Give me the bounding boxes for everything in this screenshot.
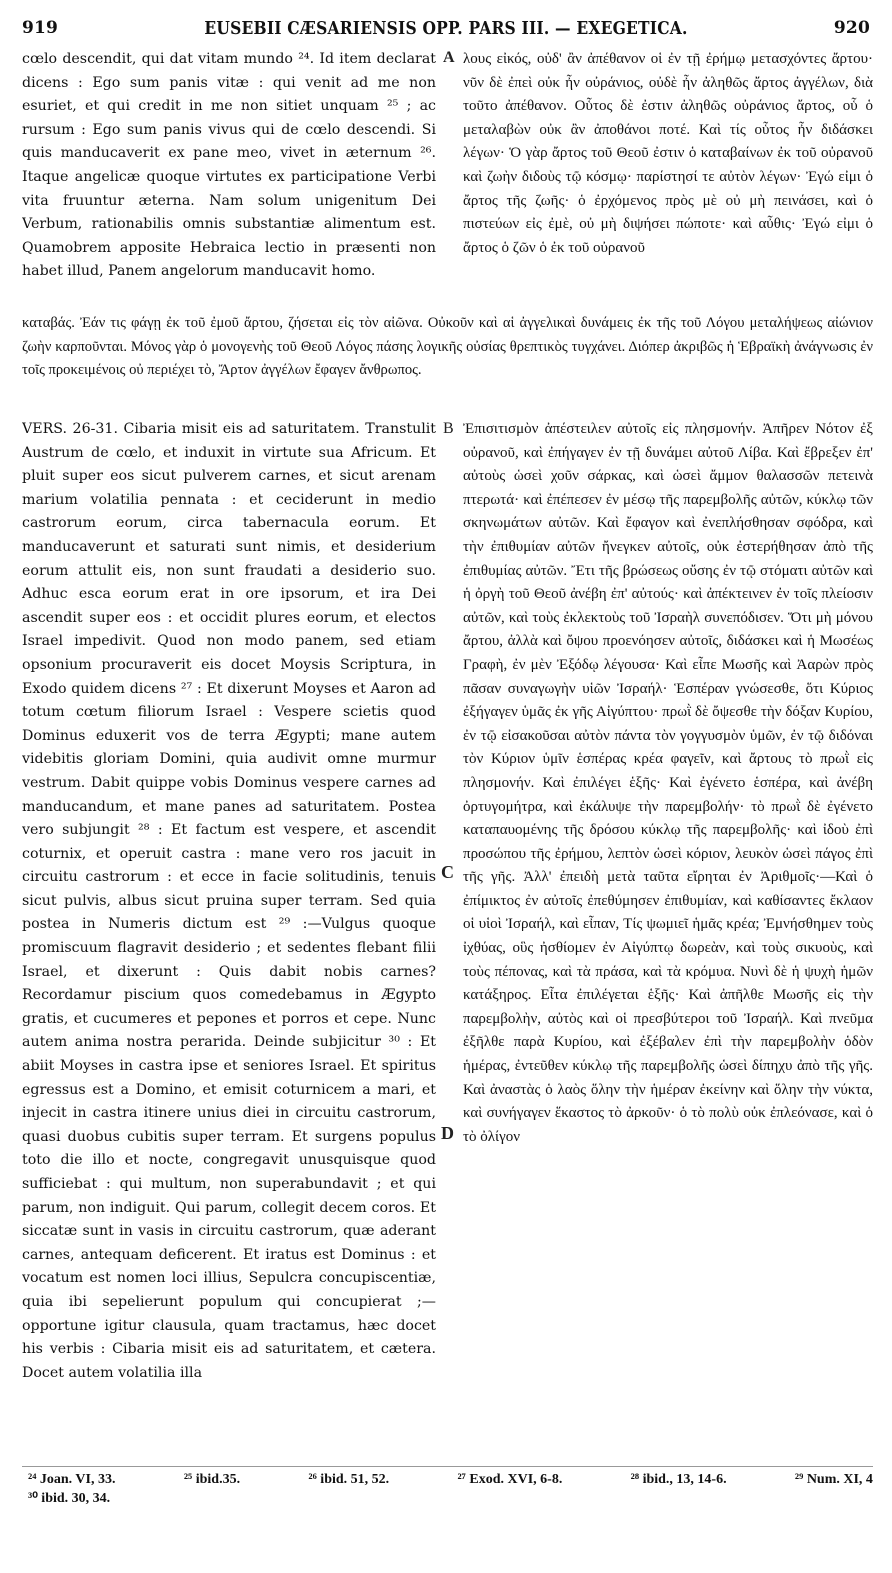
footnote-divider	[22, 1466, 873, 1467]
latin-column-top	[22, 48, 436, 310]
latin-paragraph-top: cœlo descendit, qui dat vitam mundo ²⁴. Id item declarat dicens : Ego sum panis vitæ : qui venit ad me non esuriet, et qui credit in me non sitiet unquam ²⁵ ; ac rursum : Ego sum panis vivus qui de cœlo descendi. Si quis manducaverit ex pane meo, vivet in æternum ²⁶. Itaque angelicæ quoque virtutes ex participatione Verbi vita fruuntur æterna. Nam solum unigenitum Dei Verbum, rationabilis omnis substantiæ alimentum est. Quamobrem apposite Hebraica lectio in præsenti non habet illud, Panem angelorum manducavit homo.	[22, 51, 436, 280]
latin-column-main	[22, 418, 436, 1463]
greek-paragraph-top: λους εἰκός, οὐδ' ἂν ἀπέθανον οἱ ἐν τῇ ἐρήμῳ μετασχόντες ἄρτου· νῦν δὲ ἐπεὶ οὐκ ἦν οὐράνιος, οὐδὲ ἦν ἀληθῶς ἄρτος ἀγγέλων, διὰ τοῦτο ἀπέθανον. Οὗτος δὲ ἐστιν ἀληθῶς οὐράνιος ἄρτος, οὗ ὁ μεταλαβὼν οὐκ ἂν ἀποθάνοι ποτέ. Καὶ τίς οὗτος ἦν διδάσκει λέγων· Ὁ γὰρ ἄρτος τοῦ Θεοῦ ἐστιν ὁ καταβαίνων ἐκ τοῦ οὐρανοῦ καὶ ζωὴν διδοὺς τῷ κόσμῳ· παρίστησί τε αὐτὸν λέγων· Ἐγώ εἰμι ὁ ἄρτος τῆς ζωῆς· ὁ ἐρχόμενος πρὸς μὲ οὐ μὴ πεινάσει, καὶ ὁ πιστεύων εἰς ἐμὲ, οὐ μὴ διψήσει πώποτε· καὶ αὖθις· Ἐγώ εἰμι ὁ ἄρτος ὁ ζῶν ὁ ἐκ τοῦ οὐρανοῦ	[463, 51, 873, 256]
footnote-30: ³⁰ ibid. 30, 34.	[28, 1491, 111, 1506]
footnote-25: ²⁵ ibid.35.	[183, 1472, 241, 1487]
footnote-26: ²⁶ ibid. 51, 52.	[308, 1472, 390, 1487]
footnote-27: ²⁷ Exod. XVI, 6-8.	[457, 1472, 563, 1487]
footnotes	[28, 1470, 873, 1508]
page-header	[22, 18, 870, 44]
page-number-right: 920	[833, 18, 870, 38]
footnote-24: ²⁴ Joan. VI, 33.	[28, 1472, 116, 1487]
section-marker-d: D	[441, 1123, 454, 1143]
greek-column-main	[463, 418, 873, 1463]
greek-paragraph-main: Ἐπισιτισμὸν ἀπέστειλεν αὐτοῖς εἰς πλησμονήν. Ἀπῆρεν Νότον ἐξ οὐρανοῦ, καὶ ἐπήγαγεν ἐν τῇ δυνάμει αὐτοῦ Λίβα. Καὶ ἔβρεξεν ἐπ' αὐτοὺς ὡσεὶ χοῦν σάρκας, καὶ ὡσεὶ ἄμμον θαλασσῶν πετεινὰ πτερωτά· καὶ ἐπέπεσεν ἐν μέσῳ τῆς παρεμβολῆς αὐτῶν, κύκλῳ τῶν σκηνωμάτων αὐτῶν. Καὶ ἔφαγον καὶ ἐνεπλήσθησαν σφόδρα, καὶ τὴν ἐπιθυμίαν αὐτῶν ἤνεγκεν αὐτοῖς, οὐκ ἐστερήθησαν ἀπὸ τῆς ἐπιθυμίας αὐτῶν. Ἔτι τῆς βρώσεως οὔσης ἐν τῷ στόματι αὐτῶν καὶ ἡ ὀργὴ τοῦ Θεοῦ ἀνέβη ἐπ' αὐτούς· καὶ ἀπέκτεινεν ἐν τοῖς πλείοσιν αὐτῶν, καὶ τοὺς ἐκλεκτοὺς τοῦ Ἰσραὴλ συνεπόδισεν. Ὅτι μὴ μόνου ἄρτου, ἀλλὰ καὶ ὄψου προενόησεν αὐτοῖς, διδάσκει καὶ ἡ Μωσέως Γραφὴ, ἐν μὲν Ἐξόδῳ λέγουσα· Καὶ εἶπε Μωσῆς καὶ Ἀαρὼν πρὸς πᾶσαν συναγωγὴν υἱῶν Ἰσραήλ· Ἑσπέραν γνώσεσθε, ὅτι Κύριος ἐξήγαγεν ὑμᾶς ἐκ γῆς Αἰγύπτου· πρωῒ δὲ ὄψεσθε τὴν δόξαν Κυρίου, ἐν τῷ εἰσακοῦσαι αὐτὸν πάντα τὸν γογγυσμὸν ὑμῶν, ἐν τῷ διδόναι τὸν Κύριον ὑμῖν ἑσπέρας κρέα φαγεῖν, καὶ ἄρτους τὸ πρωῒ εἰς πλησμονήν. Καὶ ἐπιλέγει ἑξῆς· Καὶ ἐγένετο ἑσπέρα, καὶ ἀνέβη ὀρτυγομήτρα, καὶ ἐκάλυψε τὴν παρεμβολήν· τὸ πρωῒ δὲ ἐγένετο καταπαυομένης τῆς δρόσου κύκλῳ τῆς παρεμβολῆς· καὶ ἰδοὺ ἐπὶ προσώπου τῆς ἐρήμου, λεπτὸν ὡσεὶ κόριον, λευκὸν ὡσεὶ πάγος ἐπὶ τῆς γῆς. Ἀλλ' ἐπειδὴ μετὰ ταῦτα εἴρηται ἐν Ἀριθμοῖς·—Καὶ ὁ ἐπίμικτος ἐν αὐτοῖς ἐπεθύμησεν ἐπιθυμίαν, καὶ καθίσαντες ἔκλαον οἱ υἱοὶ Ἰσραήλ, καὶ εἶπαν, Τίς ψωμιεῖ ἡμᾶς κρέα; Ἐμνήσθημεν τοὺς ἰχθύας, οὓς ἠσθίομεν ἐν Αἰγύπτῳ δωρεὰν, καὶ τοὺς σικυοὺς, καὶ τοὺς πέπονας, καὶ τὰ πράσα, καὶ τὰ κρόμυα. Νυνὶ δὲ ἡ ψυχὴ ἡμῶν κατάξηρος. Εἶτα ἐπιλέγεται ἑξῆς· Καὶ ἀπῆλθε Μωσῆς εἰς τὴν παρεμβολὴν, αὐτὸς καὶ οἱ πρεσβύτεροι τοῦ Ἰσραήλ. Καὶ πνεῦμα ἐξῆλθε παρὰ Κυρίου, καὶ ἐξέβαλεν ἐπὶ τὴν παρεμβολὴν ὁδὸν ἡμέρας, ἐντεῦθεν κύκλῳ τῆς παρεμβολῆς ὡσεὶ δίπηχυ ἀπὸ τῆς γῆς. Καὶ ἀναστὰς ὁ λαὸς ὅλην τὴν ἡμέραν ἐκείνην καὶ ὅλην τὴν νύκτα, καὶ συνήγαγεν ἕκαστος τὸ ἀρκοῦν· ὁ τὸ πολὺ οὐκ ἐπλεόνασε, καὶ ὁ τὸ ὀλίγον	[463, 421, 873, 1145]
section-marker-c: C	[441, 862, 454, 882]
greek-full-width-block	[22, 312, 873, 408]
greek-paragraph-full: καταβάς. Ἐάν τις φάγῃ ἐκ τοῦ ἐμοῦ ἄρτου, ζήσεται εἰς τὸν αἰῶνα. Οὐκοῦν καὶ αἱ ἀγγελικαὶ δυνάμεις ἐκ τῆς τοῦ Λόγου μεταλήψεως αἰώνιον ζωὴν καρποῦνται. Μόνος γὰρ ὁ μονογενὴς τοῦ Θεοῦ Λόγος πάσης λογικῆς οὐσίας θρεπτικὸς τυγχάνει. Διόπερ ἀκριβῶς ἡ Ἑβραϊκὴ ἀνάγνωσις ἐν τοῖς προκειμένοις οὐ περιέχει τὸ, Ἄρτον ἀγγέλων ἔφαγεν ἄνθρωπος.	[22, 315, 873, 379]
section-marker-a: A	[443, 49, 455, 66]
page-number-left: 919	[22, 18, 59, 38]
footnote-28: ²⁸ ibid., 13, 14-6.	[630, 1472, 727, 1487]
running-title: EUSEBII CÆSARIENSIS OPP. PARS III. — EXEGETICA.	[204, 16, 688, 39]
section-marker-b: B	[443, 420, 454, 437]
latin-paragraph-main: VERS. 26-31. Cibaria misit eis ad saturitatem. Transtulit Austrum de cœlo, et induxit in virtute sua Africum. Et pluit super eos sicut pulverem carnes, et sicut arenam marium volatilia pennata : et ceciderunt in medio castrorum eorum, circa tabernacula eorum. Et manducaverunt et saturati sunt nimis, et desiderium eorum attulit eis, non sunt fraudati a desiderio suo. Adhuc esca eorum erat in ore ipsorum, et ira Dei ascendit super eos : et occidit plures eorum, et electos Israel impedivit. Quod non modo panem, sed etiam opsonium procuraverit eis docet Moysis Scriptura, in Exodo quidem dicens ²⁷ : Et dixerunt Moyses et Aaron ad totum cœtum filiorum Israel : Vespere scietis quod Dominus eduxerit vos de terra Ægypti; mane autem videbitis gloriam Domini, quia audivit omne murmur vestrum. Dabit quippe vobis Dominus vespere carnes ad manducandum, et mane panes ad saturitatem. Postea vero subjungit ²⁸ : Et factum est vespere, et ascendit coturnix, et operuit castra : mane vero ros jacuit in circuitu castrorum : et ecce in facie solitudinis, tenuis sicut pulvis, albus sicut pruina super terram. Sed quia postea in Numeris dictum est ²⁹ :—Vulgus quoque promiscuum flagravit desiderio ; et sedentes flebant filii Israel, et dixerunt : Quis dabit nobis carnes? Recordamur piscium quos comedebamus in Ægypto gratis, et cucumeres et pepones et porros et cepe. Nunc autem anima nostra perarida. Deinde subjicitur ³⁰ : Et abiit Moyses in castra ipse et seniores Israel. Et spiritus egressus est a Domino, et emisit coturnicem a mari, et injecit in castra itinere unius diei in circuitu castrorum, quasi duobus cubitis super terram. Et surgens populus toto die illo et nocte, congregavit unusquisque quod sufficiebat : qui multum, non superabundavit ; et qui parum, non indiguit. Qui parum, collegit decem coros. Et siccatæ sunt in vasis in circuitu castrorum, quæ aderant carnes, antequam deficerent. Et iratus est Dominus : et vocatum est nomen loci illius, Sepulcra concupiscentiæ, quia ibi sepelierunt populum qui concupierat ;—opportune igitur clausula, quam tractamus, hæc docet his verbis : Cibaria misit eis ad saturitatem, et cætera. Docet autem volatilia illa	[22, 421, 436, 1381]
greek-column-top	[463, 48, 873, 310]
footnote-29: ²⁹ Num. XI, 4	[794, 1472, 873, 1487]
